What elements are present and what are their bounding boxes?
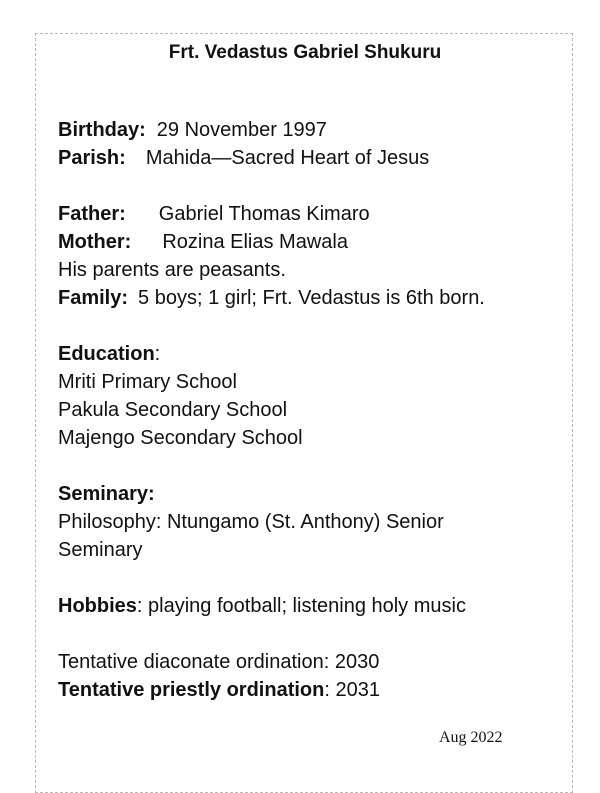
father-row bbox=[58, 200, 570, 228]
parish-row bbox=[58, 144, 570, 172]
education-label: Education bbox=[58, 343, 155, 365]
hobbies-label: Hobbies bbox=[58, 595, 137, 617]
priestly-row bbox=[58, 676, 570, 704]
hobbies-row bbox=[58, 592, 570, 620]
education-heading bbox=[58, 340, 570, 368]
date-stamp: Aug 2022 bbox=[439, 729, 503, 746]
parish-label: Parish: bbox=[58, 147, 126, 169]
profile-details bbox=[58, 116, 570, 704]
education-colon: : bbox=[154, 343, 161, 365]
birthday-value: 29 November 1997 bbox=[156, 119, 327, 141]
family-row bbox=[58, 284, 570, 312]
school-item: Pakula Secondary School bbox=[58, 399, 288, 421]
school-item: Majengo Secondary School bbox=[58, 427, 303, 449]
priestly-value: : 2031 bbox=[324, 679, 380, 701]
seminary-line-2: Seminary bbox=[58, 539, 143, 561]
father-label: Father: bbox=[58, 203, 126, 225]
hobbies-value: : playing football; listening holy music bbox=[136, 595, 466, 617]
priestly-label: Tentative priestly ordination bbox=[58, 679, 325, 701]
father-value: Gabriel Thomas Kimaro bbox=[158, 203, 370, 225]
diaconate-row: Tentative diaconate ordination: 2030 bbox=[58, 651, 380, 673]
parents-note: His parents are peasants. bbox=[58, 259, 286, 281]
mother-label: Mother: bbox=[58, 231, 132, 253]
seminary-line-1: Philosophy: Ntungamo (St. Anthony) Senior bbox=[58, 511, 444, 533]
mother-row bbox=[58, 228, 570, 256]
mother-value: Rozina Elias Mawala bbox=[162, 231, 348, 253]
page-title: Frt. Vedastus Gabriel Shukuru bbox=[168, 42, 442, 63]
parish-value: Mahida—Sacred Heart of Jesus bbox=[145, 147, 430, 169]
school-item: Mriti Primary School bbox=[58, 371, 237, 393]
birthday-row bbox=[58, 116, 570, 144]
birthday-label: Birthday: bbox=[58, 119, 146, 141]
family-label: Family: bbox=[58, 287, 129, 309]
family-value: 5 boys; 1 girl; Frt. Vedastus is 6th born. bbox=[138, 287, 485, 309]
seminary-label: Seminary: bbox=[58, 483, 155, 505]
profile-card bbox=[35, 33, 573, 793]
